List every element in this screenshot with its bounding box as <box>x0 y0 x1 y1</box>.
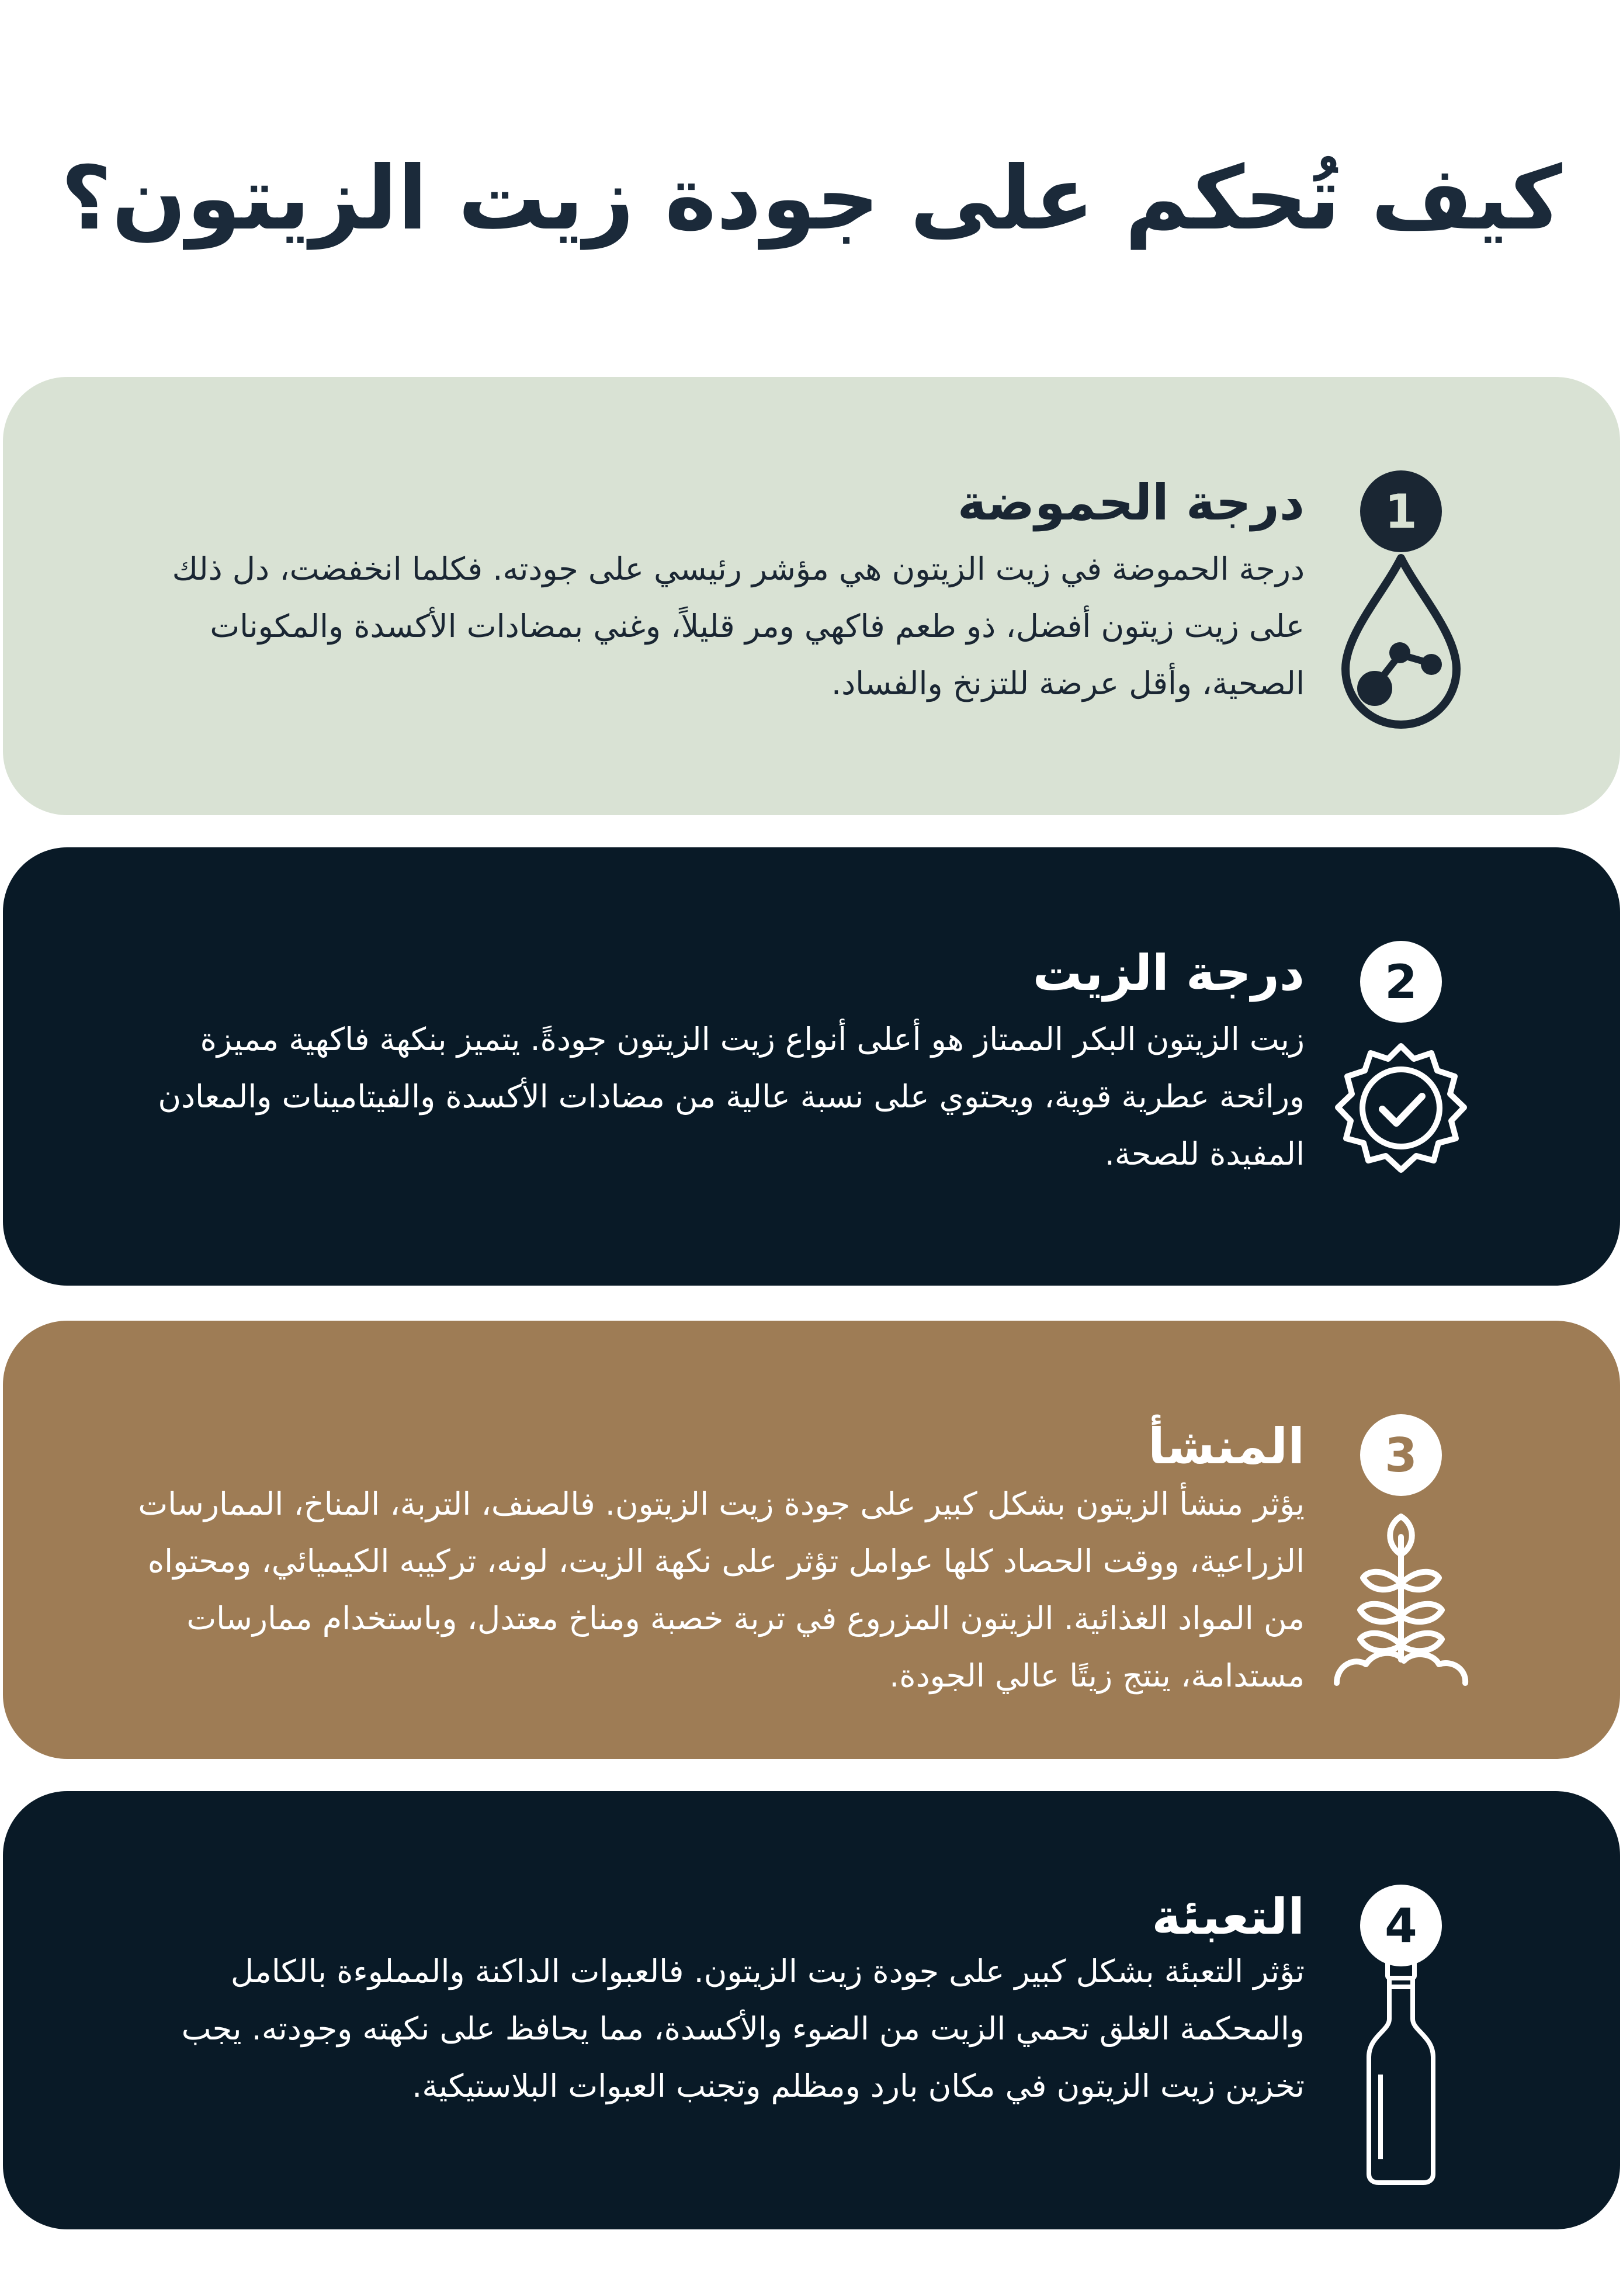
card-number-badge: 3 <box>1360 1414 1442 1496</box>
card-description: درجة الحموضة في زيت الزيتون هي مؤشر رئيسي على جودته. فكلما انخفضت، دل ذلك على زيت زيتون أفضل، ذو طعم فاكهي ومر قليلاً، وغني بمضادات الأكسدة والمكونات الصحية، وأقل عرضة للتزنخ والفساد. <box>172 550 1305 702</box>
card-acidity <box>3 377 1620 815</box>
quality-badge-check-icon <box>1331 1040 1471 1186</box>
card-title: درجة الحموضة <box>957 474 1305 531</box>
bottle-icon <box>1331 1955 1471 2188</box>
card-title: درجة الزيت <box>1032 944 1305 1002</box>
card-number-badge: 1 <box>1360 470 1442 552</box>
card-number-badge: 4 <box>1360 1885 1442 1966</box>
card-packaging <box>3 1791 1620 2229</box>
card-description: يؤثر منشأ الزيتون بشكل كبير على جودة زيت الزيتون. فالصنف، التربة، المناخ، الممارسات الزراعية، ووقت الحصاد كلها عوامل تؤثر على نكهة الزيت، لونه، تركيبه الكيميائي، ومحتواه من المواد الغذائية. الزيتون المزروع في تربة خصبة ومناخ معتدل، وباستخدام ممارسات مستدامة، ينتج زيتًا عالي الجودة. <box>138 1485 1305 1694</box>
card-title: المنشأ <box>1148 1418 1305 1475</box>
page-title: كيف تُحكم على جودة زيت الزيتون؟ <box>61 148 1562 250</box>
card-description: تؤثر التعبئة بشكل كبير على جودة زيت الزيتون. فالعبوات الداكنة والمملوءة بالكامل والمحكمة الغلق تحمي الزيت من الضوء والأكسدة، مما يحافظ على نكهته وجودته. يجب تخزين زيت الزيتون في مكان بارد ومظلم وتجنب العبوات البلاستيكية. <box>181 1953 1305 2104</box>
card-origin <box>3 1321 1620 1759</box>
plant-sprout-icon <box>1331 1514 1471 1695</box>
card-description: زيت الزيتون البكر الممتاز هو أعلى أنواع زيت الزيتون جودةً. يتميز بنكهة فاكهية مميزة ورائحة عطرية قوية، ويحتوي على نسبة عالية من مضادات الأكسدة والفيتامينات والمعادن المفيدة للصحة. <box>158 1021 1305 1172</box>
card-number-badge: 2 <box>1360 941 1442 1023</box>
card-oil-grade <box>3 847 1620 1286</box>
oil-drop-molecule-icon <box>1331 546 1471 733</box>
card-title: التعبئة <box>1152 1888 1305 1945</box>
